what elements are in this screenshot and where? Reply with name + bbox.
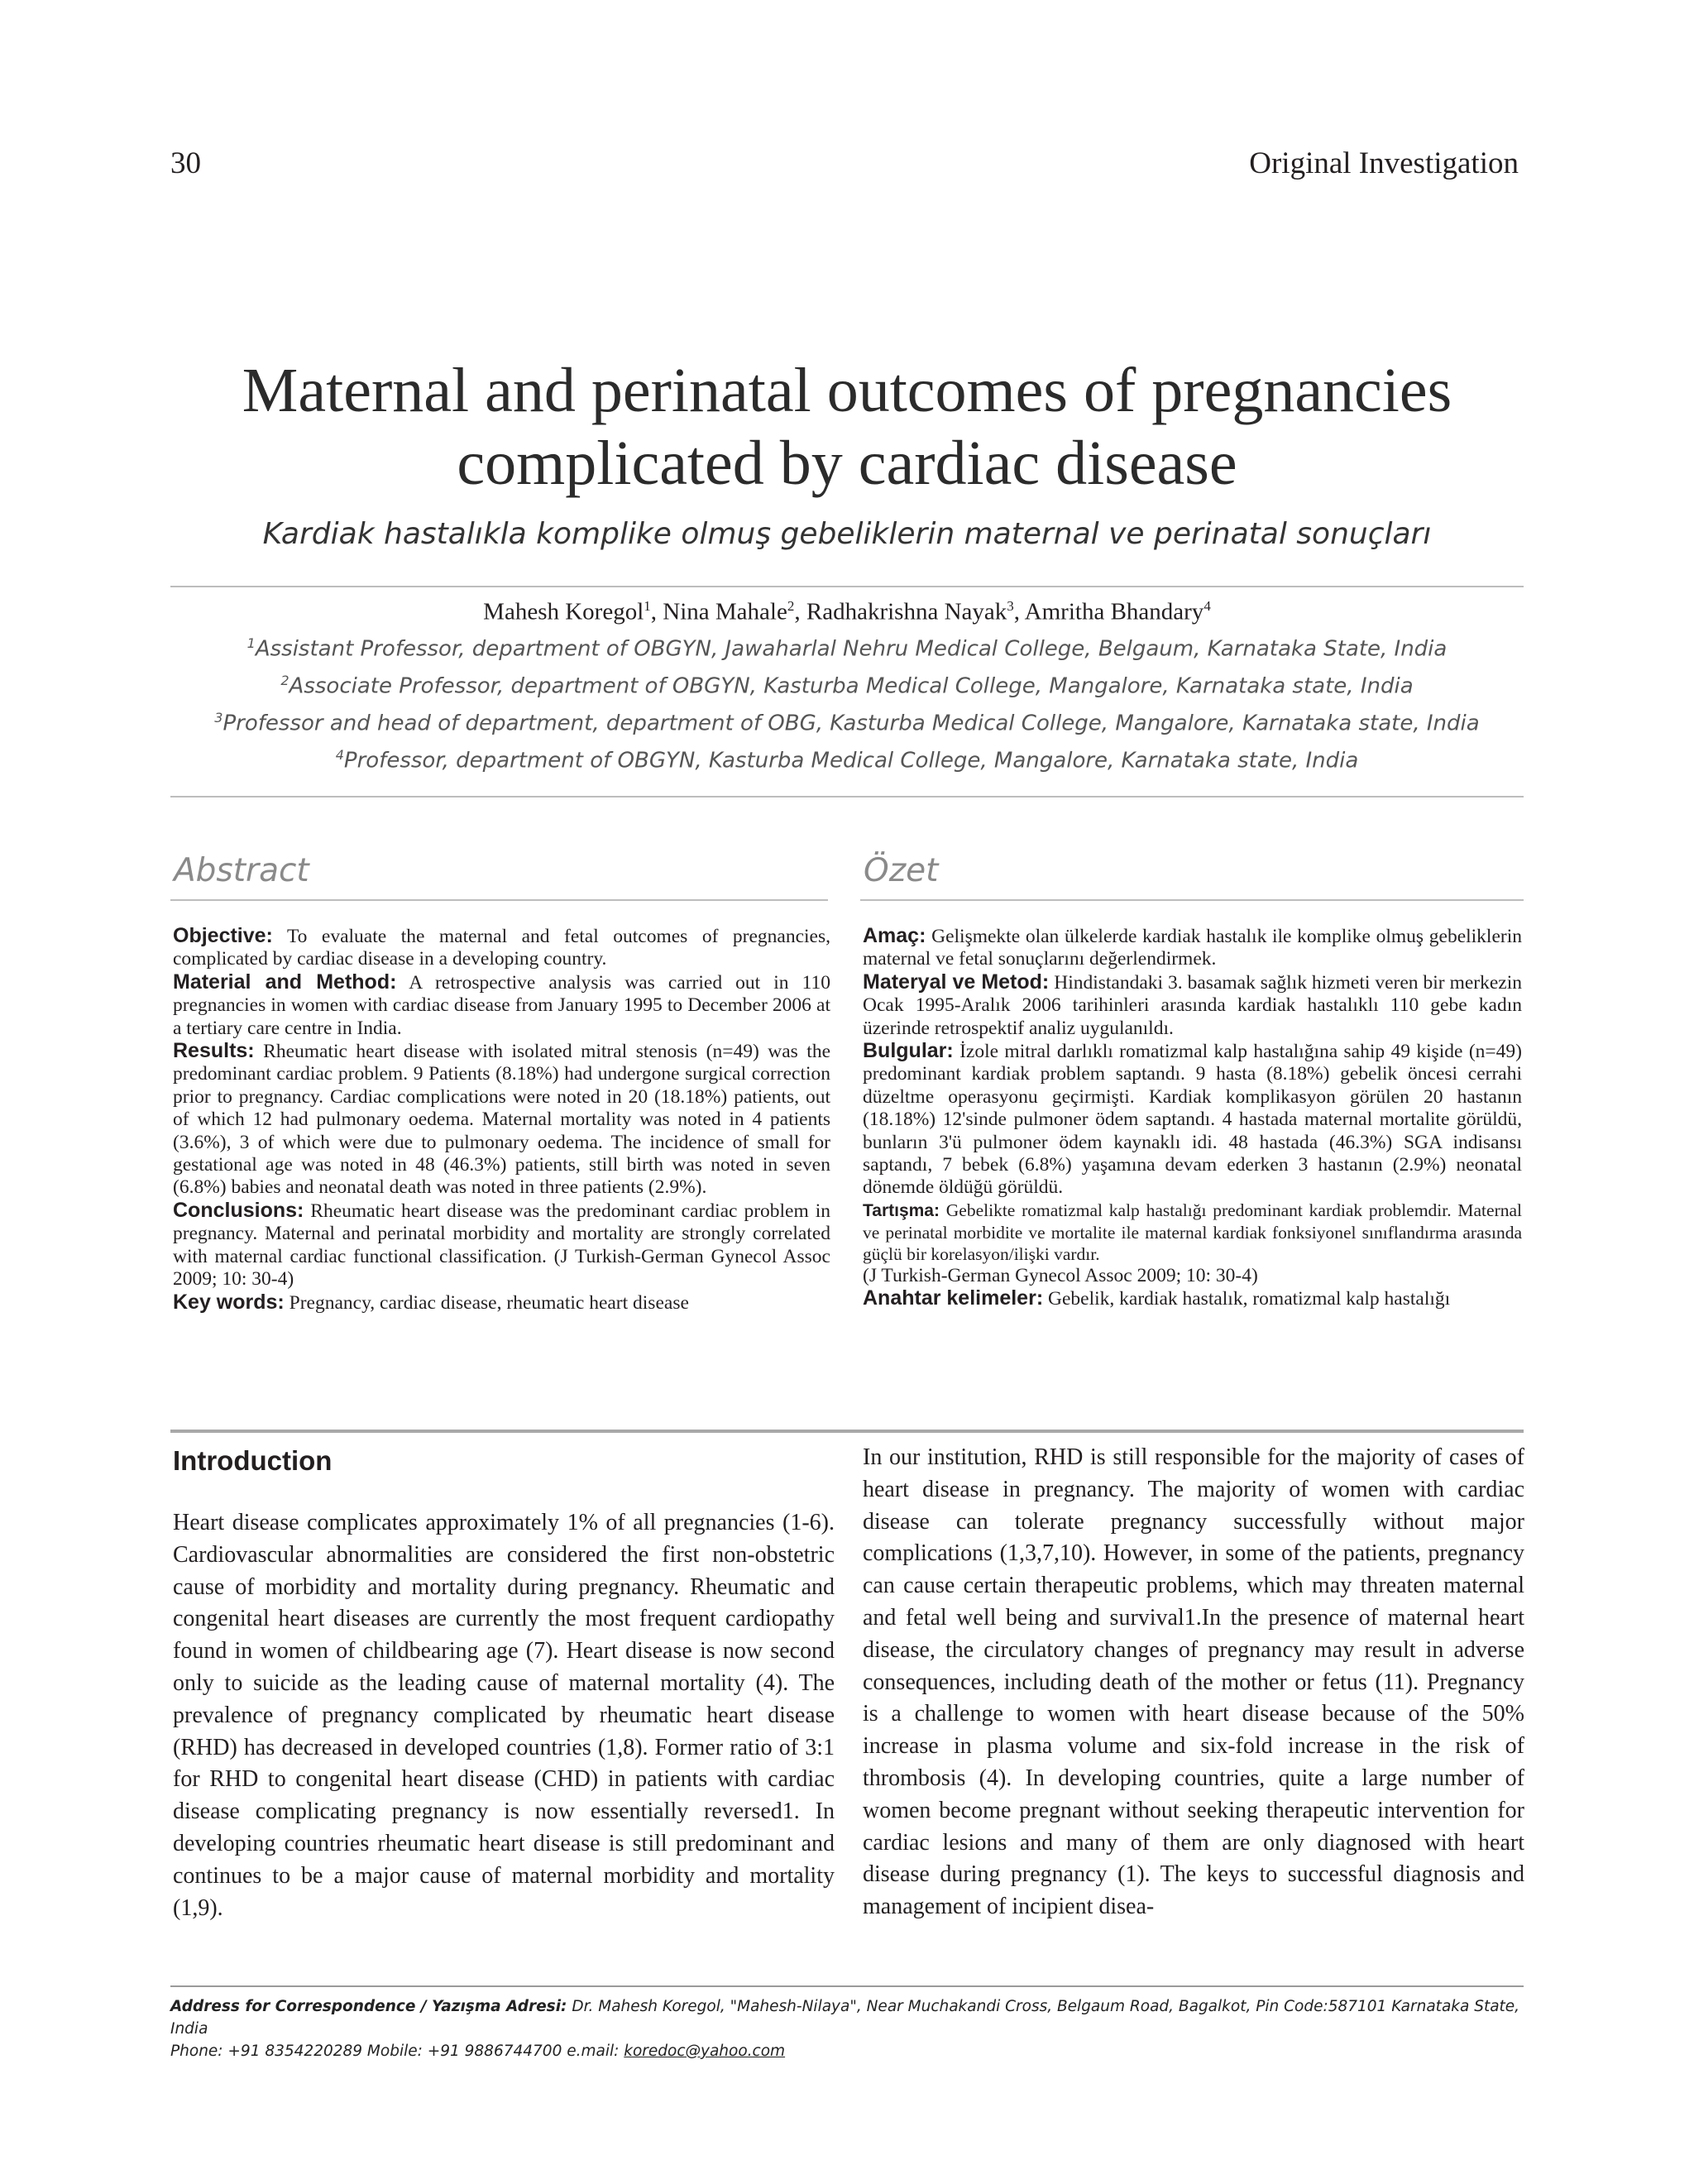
author-marker: 4 bbox=[1204, 598, 1211, 614]
affiliation-marker: 2 bbox=[280, 673, 290, 688]
affiliation bbox=[132, 673, 1562, 699]
results-label: Results: bbox=[173, 1039, 255, 1063]
ozet-divider bbox=[860, 899, 1524, 901]
abstract-turkish bbox=[863, 925, 1522, 1311]
ozet-citation: (J Turkish-German Gynecol Assoc 2009; 10: 30-4) bbox=[863, 1264, 1258, 1286]
ozet-heading: Özet bbox=[864, 852, 939, 889]
affiliation-text: Associate Professor, department of OBGYN, Kasturba Medical College, Mangalore, Karnataka state, India bbox=[289, 673, 1414, 699]
affiliation-marker: 4 bbox=[335, 747, 344, 763]
amac-label: Amaç: bbox=[863, 924, 926, 947]
author-separator: , bbox=[1013, 598, 1025, 625]
title-line-2: complicated by cardiac disease bbox=[457, 429, 1237, 498]
bulgular-text: İzole mitral darlıklı romatizmal kalp hastalığına sahip 49 kişide (n=49) predominant kardiak problem saptandı. 9 hasta (8.18%) gebelik öncesi cerrahi düzeltme operasyonu geçirmişti. Kardiak komplikasyon görülen 20 hastanın (18.18%) 12'sinde pulmoner ödem saptandı. 4 hastada maternal mortalite görüldü, bunların 3'ü pulmoner ödem kaynaklı idi. 48 hastada (46.3%) SGA indisansı saptandı, 7 bebek (6.8%) yaşamına devam ederken 3 hastanın (2.9%) neonatal dönemde öldüğü görüldü. bbox=[863, 1041, 1522, 1199]
affiliation-text: Professor and head of department, department of OBG, Kasturba Medical College, Mangalore, Karnataka state, India bbox=[223, 711, 1480, 736]
affiliation-text: Professor, department of OBGYN, Kasturba Medical College, Mangalore, Karnataka state, India bbox=[343, 748, 1359, 774]
objective-text: To evaluate the maternal and fetal outcomes of pregnancies, complicated by cardiac disease in a developing country. bbox=[173, 926, 830, 970]
metod-label: Materyal ve Metod: bbox=[863, 970, 1050, 994]
author-name: Mahesh Koregol bbox=[483, 598, 644, 625]
divider bbox=[170, 796, 1524, 797]
author-name: Radhakrishna Nayak bbox=[806, 598, 1007, 625]
introduction-paragraph: In our institution, RHD is still responsible for the majority of cases of heart disease in pregnancy. The majority of women with cardiac disease can tolerate pregnancy successfully without major complications (1,3,7,10). However, in some of the patients, pregnancy can cause certain therapeutic problems, which may threaten maternal and fetal well being and survival1.In the presence of maternal heart disease, the circulatory changes of pregnancy may result in adverse consequences, including death of the mother or fetus (11). Pregnancy is a challenge to women with heart disease because of the 50% increase in plasma volume and six-fold increase in the risk of thrombosis (4). In developing countries, quite a large number of women become pregnant without seeking therapeutic intervention for cardiac lesions and many of them are only diagnosed with heart disease during pregnancy (1). The keys to successful diagnosis and management of incipient disea- bbox=[863, 1444, 1524, 1920]
abstract-heading: Abstract bbox=[174, 852, 309, 889]
article-title bbox=[132, 354, 1562, 500]
author-name: Amritha Bhandary bbox=[1024, 598, 1204, 625]
divider bbox=[170, 586, 1524, 587]
keywords-text: Pregnancy, cardiac disease, rheumatic heart disease bbox=[289, 1291, 689, 1314]
correspondence-footer bbox=[170, 1995, 1527, 2062]
contact-phone: Phone: +91 8354220289 Mobile: +91 9886744700 e.mail: bbox=[170, 2043, 620, 2060]
correspondence-label: Address for Correspondence / Yazışma Adresi: bbox=[170, 1998, 567, 2015]
title-line-1: Maternal and perinatal outcomes of pregnancies bbox=[242, 356, 1452, 425]
results-text: Rheumatic heart disease with isolated mitral stenosis (n=49) was the predominant cardiac problem. 9 Patients (8.18%) had undergone surgical correction prior to pregnancy. Cardiac complications were noted in 20 (18.18%) patients, out of which 12 had pulmonary oedema. Maternal mortality was noted in 4 patients (3.6%), 3 of which were due to pulmonary oedema. The incidence of small for gestational age was noted in 48 (46.3%) patients, still birth was noted in seven (6.8%) babies and neonatal death was noted in three patients (2.9%). bbox=[173, 1041, 831, 1199]
introduction-paragraph: Heart disease complicates approximately 1% of all pregnancies (1-6). Cardiovascular abnormalities are considered the first non-obstetric cause of morbidity and mortality during pregnancy. Rheumatic and congenital heart diseases are currently the most frequent cardiopathy found in women of childbearing age (7). Heart disease is now second only to suicide as the leading cause of maternal mortality (4). The prevalence of pregnancy complicated by rheumatic heart disease (RHD) has decreased in developed countries (1,8). Former ratio of 3:1 for RHD to congenital heart disease (CHD) in patients with cardiac disease complicating pregnancy is now essentially reversed1. In developing countries rheumatic heart disease is still predominant and continues to be a major cause of maternal morbidity and mortality (1,9). bbox=[173, 1510, 835, 1921]
keywords-label: Key words: bbox=[173, 1290, 285, 1314]
conclusions-label: Conclusions: bbox=[173, 1198, 304, 1222]
affiliation-marker: 3 bbox=[214, 710, 223, 726]
amac-text: Gelişmekte olan ülkelerde kardiak hastalık ile komplike olmuş gebeliklerin maternal ve fetal sonuçlarını değerlendirmek. bbox=[863, 926, 1522, 970]
article-subtitle-turkish: Kardiak hastalıkla komplike olmuş gebeliklerin maternal ve perinatal sonuçları bbox=[262, 517, 1432, 551]
bulgular-label: Bulgular: bbox=[863, 1039, 954, 1063]
affiliation-marker: 1 bbox=[246, 635, 256, 651]
conclusions-text: Rheumatic heart disease was the predominant cardiac problem in pregnancy. Maternal and perinatal morbidity and mortality are strongly correlated with maternal cardiac functional classification. (J Turkish-German Gynecol Assoc 2009; 10: 30-4) bbox=[173, 1200, 830, 1291]
affiliation bbox=[132, 635, 1562, 662]
tartisma-text: Gebelikte romatizmal kalp hastalığı predominant kardiak problemdir. Maternal ve perinatal morbidite ve mortalite ile maternal kardiak fonksiyonel sınıflandırma arasında güçlü bir korelasyon/ilişki vardır. bbox=[863, 1200, 1522, 1264]
metod-text: Hindistandaki 3. basamak sağlık hizmeti veren bir merkezin Ocak 1995-Aralık 2006 tarihinleri arasında kardiak hastalıklı 110 gebe kadın üzerinde retrospektif analiz uygulanıldı. bbox=[863, 971, 1523, 1039]
page-number: 30 bbox=[170, 146, 201, 180]
tartisma-label: Tartışma: bbox=[863, 1200, 940, 1220]
affiliation bbox=[132, 710, 1562, 736]
running-head: Original Investigation bbox=[1249, 146, 1519, 180]
abstract-divider bbox=[170, 899, 828, 901]
anahtar-text: Gebelik, kardiak hastalık, romatizmal kalp hastalığı bbox=[1048, 1288, 1451, 1310]
method-text: A retrospective analysis was carried out in 110 pregnancies in women with cardiac disease from January 1995 to December 2006 at a tertiary care centre in India. bbox=[173, 971, 830, 1039]
author-marker: 2 bbox=[787, 598, 795, 614]
author-marker: 1 bbox=[644, 598, 651, 614]
section-divider bbox=[170, 1430, 1524, 1433]
method-label: Material and Method: bbox=[173, 970, 397, 994]
author-separator: , bbox=[794, 598, 806, 625]
correspondence-address: Dr. Mahesh Koregol, "Mahesh-Nilaya", Near Muchakandi Cross, Belgaum Road, Bagalkot, Pin Code:587101 Karnataka State, India bbox=[170, 1998, 1520, 2038]
abstract-english bbox=[173, 925, 830, 1315]
author-list bbox=[132, 598, 1562, 626]
objective-label: Objective: bbox=[173, 924, 273, 947]
email-link[interactable]: koredoc@yahoo.com bbox=[624, 2043, 786, 2060]
footer-divider bbox=[170, 1985, 1524, 1987]
introduction-left-column bbox=[173, 1507, 835, 1924]
author-name: Nina Mahale bbox=[663, 598, 787, 625]
introduction-right-column bbox=[863, 1442, 1524, 1923]
introduction-heading: Introduction bbox=[173, 1445, 333, 1476]
affiliation-text: Assistant Professor, department of OBGYN, Jawaharlal Nehru Medical College, Belgaum, Karnataka State, India bbox=[255, 636, 1448, 662]
author-marker: 3 bbox=[1007, 598, 1014, 614]
anahtar-label: Anahtar kelimeler: bbox=[863, 1286, 1044, 1310]
affiliation bbox=[132, 747, 1562, 774]
author-separator: , bbox=[650, 598, 663, 625]
